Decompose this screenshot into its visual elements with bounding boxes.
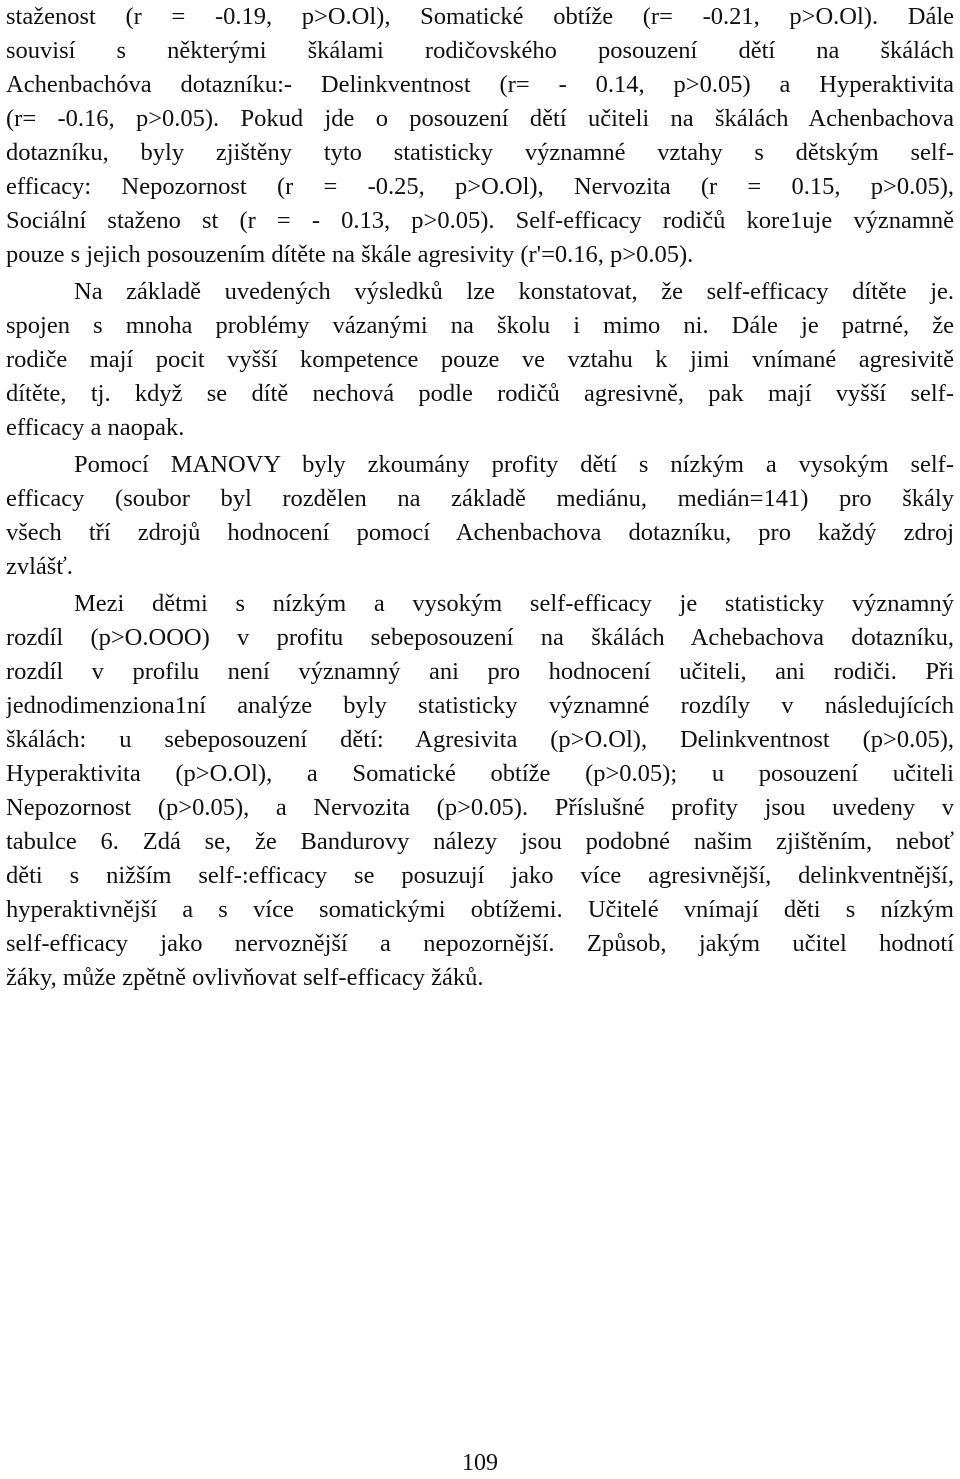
text-line: dotazníku, byly zjištěny tyto statisticky významné vztahy s dětským self- (6, 139, 954, 166)
text-line: tabulce 6. Zdá se, že Bandurovy nálezy jsou podobné našim zjištěním, neboť (6, 828, 954, 855)
text-line: dítěte, tj. když se dítě nechová podle rodičů agresivně, pak mají vyšší self- (6, 380, 954, 407)
text-line: pouze s jejich posouzením dítěte na škále agresivity (r'=0.16, p>0.05). (6, 241, 694, 268)
page-number: 109 (462, 1450, 498, 1476)
text-line: škálách: u sebeposouzení dětí: Agresivita (p>O.Ol), Delinkventnost (p>0.05), (6, 726, 954, 753)
text-line: (r= -0.16, p>0.05). Pokud jde o posouzení dětí učiteli na škálách Achenbachova (6, 105, 954, 132)
text-line: Achenbachóva dotazníku:- Delinkventnost (r= - 0.14, p>0.05) a Hyperaktivita (6, 71, 954, 98)
text-line: efficacy a naopak. (6, 414, 185, 441)
text-line: efficacy (soubor byl rozdělen na základě mediánu, medián=141) pro škály (6, 485, 954, 512)
text-line: spojen s mnoha problémy vázanými na školu i mimo ni. Dále je patrné, že (6, 312, 954, 339)
text-line: hyperaktivnější a s více somatickými obtížemi. Učitelé vnímají děti s nízkým (6, 896, 954, 923)
text-line: rozdíl (p>O.OOO) v profitu sebeposouzení na škálách Achebachova dotazníku, (6, 624, 954, 651)
text-line: děti s nižším self-:efficacy se posuzují jako více agresivnější, delinkventnější, (6, 862, 954, 889)
text-line: Pomocí MANOVY byly zkoumány profity dětí s nízkým a vysokým self- (74, 451, 954, 478)
text-line: Na základě uvedených výsledků lze konstatovat, že self-efficacy dítěte je. (74, 278, 954, 305)
text-line: staženost (r = -0.19, p>O.Ol), Somatické obtíže (r= -0.21, p>O.Ol). Dále (6, 3, 954, 30)
document-page (6, 0, 954, 995)
text-line: jednodimenziona1ní analýze byly statisticky významné rozdíly v následujících (6, 692, 954, 719)
text-line: žáky, může zpětně ovlivňovat self-efficacy žáků. (6, 964, 484, 991)
text-line: Mezi dětmi s nízkým a vysokým self-efficacy je statisticky významný (74, 590, 954, 617)
paragraph-1 (6, 0, 954, 272)
text-line: souvisí s některými škálami rodičovského posouzení dětí na škálách (6, 37, 954, 64)
text-line: self-efficacy jako nervoznější a nepozornější. Způsob, jakým učitel hodnotí (6, 930, 954, 957)
text-line: efficacy: Nepozornost (r = -0.25, p>O.Ol), Nervozita (r = 0.15, p>0.05), (6, 173, 954, 200)
text-line: zvlášť. (6, 553, 73, 580)
text-line: rodiče mají pocit vyšší kompetence pouze ve vztahu k jimi vnímané agresivitě (6, 346, 954, 373)
text-line: Sociální staženo st (r = - 0.13, p>0.05). Self-efficacy rodičů kore1uje významně (6, 207, 954, 234)
text-line: všech tří zdrojů hodnocení pomocí Achenbachova dotazníku, pro každý zdroj (6, 519, 954, 546)
paragraph-2 (6, 275, 954, 445)
paragraph-3 (6, 448, 954, 584)
text-line: Nepozornost (p>0.05), a Nervozita (p>0.05). Příslušné profity jsou uvedeny v (6, 794, 954, 821)
paragraph-4 (6, 587, 954, 995)
text-line: Hyperaktivita (p>O.Ol), a Somatické obtíže (p>0.05); u posouzení učiteli (6, 760, 954, 787)
text-line: rozdíl v profilu není významný ani pro hodnocení učiteli, ani rodiči. Při (6, 658, 954, 685)
